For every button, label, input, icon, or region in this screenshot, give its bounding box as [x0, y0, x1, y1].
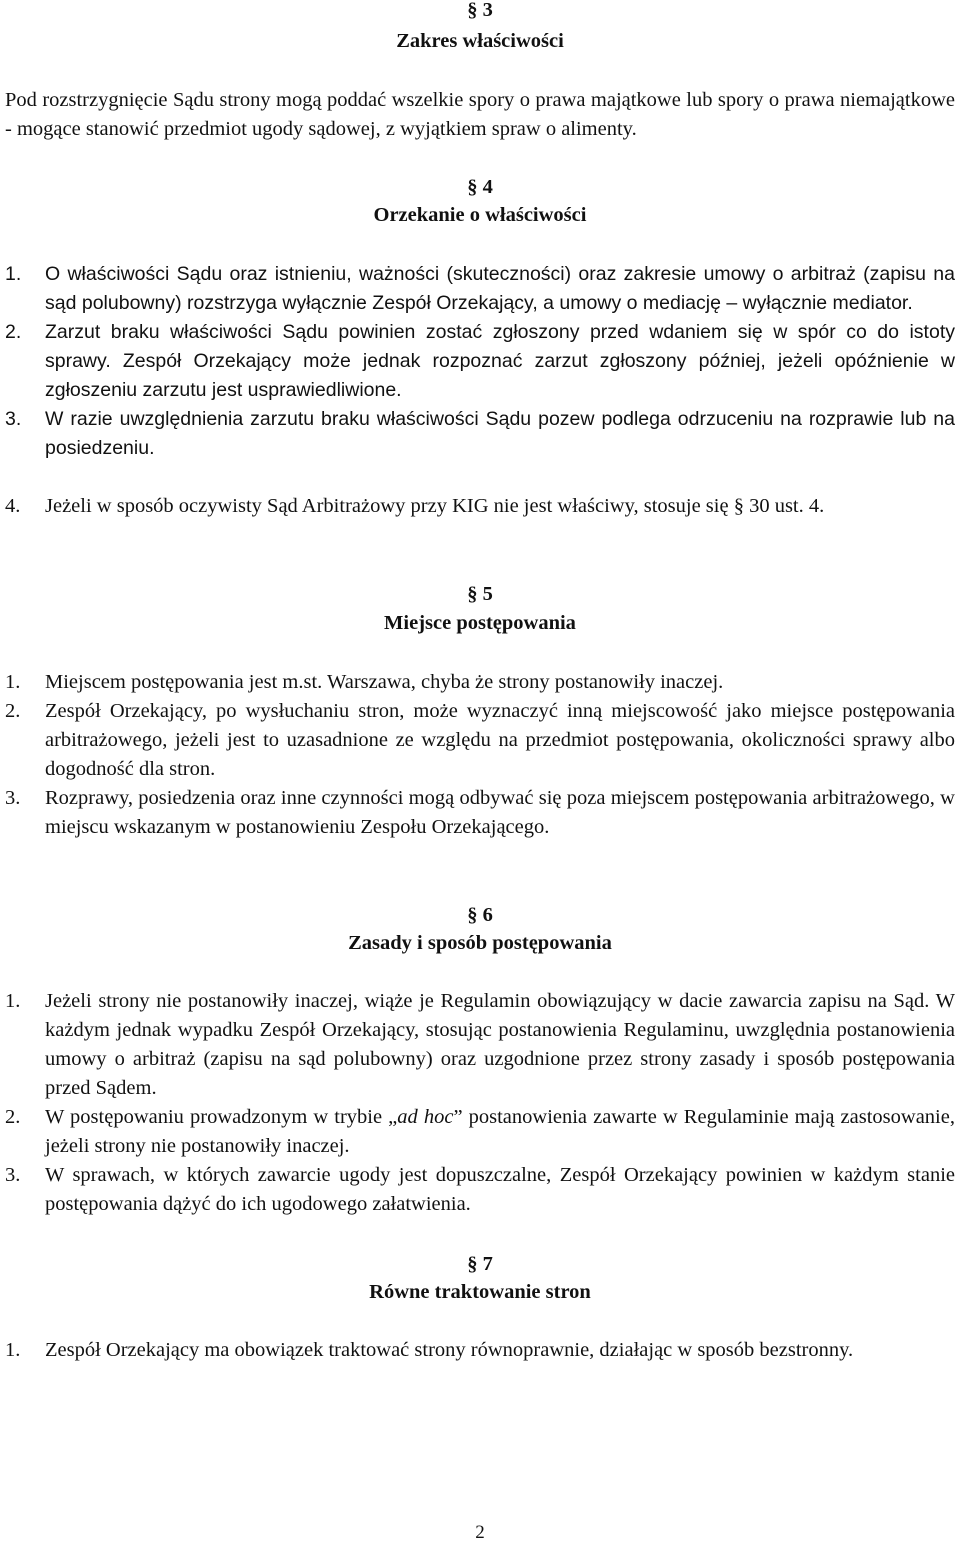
- item-number: 4.: [5, 495, 21, 517]
- section-5-list: [5, 668, 955, 842]
- section-4-list-cont: [5, 492, 955, 521]
- section-3-number: § 3: [467, 0, 493, 21]
- section-7-title: Równe traktowanie stron: [369, 1281, 591, 1303]
- item-number: 2.: [5, 1106, 21, 1128]
- item-number: 1.: [5, 263, 22, 285]
- section-4-number: § 4: [467, 176, 493, 198]
- item-text-after: ” postanowienia zawarte w Regulaminie mają zastosowanie, jeżeli strony nie postanowiły inaczej.: [45, 1106, 955, 1157]
- section-3-intro: Pod rozstrzygnięcie Sądu strony mogą poddać wszelkie spory o prawa majątkowe lub spory o prawa niemajątkowe - mogące stanowić przedmiot ugody sądowej, z wyjątkiem spraw o alimenty.: [5, 89, 955, 140]
- item-text: W sprawach, w których zawarcie ugody jest dopuszczalne, Zespół Orzekający powinien w każdym stanie postępowania dążyć do ich ugodowego załatwienia.: [45, 1164, 955, 1215]
- section-6-title: Zasady i sposób postępowania: [348, 932, 612, 954]
- item-number: 2.: [5, 321, 22, 343]
- item-text: Jeżeli w sposób oczywisty Sąd Arbitrażowy przy KIG nie jest właściwy, stosuje się § 30 ust. 4.: [45, 495, 825, 517]
- list-item: [5, 697, 955, 784]
- list-item: [5, 492, 955, 521]
- page-number: 2: [475, 1522, 485, 1543]
- item-number: 3.: [5, 1164, 21, 1186]
- section-5-number: § 5: [467, 583, 493, 605]
- section-4-list: [5, 260, 955, 463]
- item-text: Zespół Orzekający, po wysłuchaniu stron, może wyznaczyć inną miejscowość jako miejsce postępowania arbitrażowego, jeżeli jest to uzasadnione ze względu na przedmiot postępowania, okoliczności sprawy albo dogodność dla stron.: [45, 700, 955, 780]
- item-text-before: W postępowaniu prowadzonym w trybie „: [45, 1106, 398, 1128]
- section-6-list: [5, 987, 955, 1219]
- item-text: Zarzut braku właściwości Sądu powinien zostać zgłoszony przed wdaniem się w spór co do istoty sprawy. Zespół Orzekający może jednak rozpoznać zarzut zgłoszony później, jeżeli opóźnienie w zgłoszeniu zarzutu jest usprawiedliwione.: [45, 321, 955, 401]
- item-text-italic: ad hoc: [397, 1106, 454, 1128]
- section-5-title: Miejsce postępowania: [384, 612, 576, 634]
- section-6-number: § 6: [467, 904, 493, 926]
- item-number: 1.: [5, 671, 21, 693]
- item-text: Jeżeli strony nie postanowiły inaczej, wiąże je Regulamin obowiązujący w dacie zawarcia zapisu na Sąd. W każdym jednak wypadku Zespół Orzekający, stosując postanowienia Regulaminu, uwzględnia postanowienia umowy o arbitraż (zapisu na sąd polubowny) oraz uzgodnione przez strony zasady i sposób postępowania przed Sądem.: [45, 990, 955, 1099]
- item-number: 1.: [5, 990, 21, 1012]
- item-text: Rozprawy, posiedzenia oraz inne czynności mogą odbywać się poza miejscem postępowania arbitrażowego, w miejscu wskazanym w postanowieniu Zespołu Orzekającego.: [45, 787, 955, 838]
- section-4-title: Orzekanie o właściwości: [373, 204, 587, 226]
- list-item: [5, 987, 955, 1103]
- item-text: W razie uwzględnienia zarzutu braku właściwości Sądu pozew podlega odrzuceniu na rozprawie lub na posiedzeniu.: [45, 408, 955, 459]
- item-text: O właściwości Sądu oraz istnieniu, ważności (skuteczności) oraz zakresie umowy o arbitraż (zapisu na sąd polubowny) rozstrzyga wyłącznie Zespół Orzekający, a umowy o mediację – wyłącznie mediator.: [45, 263, 955, 314]
- item-number: 2.: [5, 700, 21, 722]
- item-text: Miejscem postępowania jest m.st. Warszawa, chyba że strony postanowiły inaczej.: [45, 671, 724, 693]
- item-number: 3.: [5, 408, 22, 430]
- list-item: [5, 1103, 955, 1161]
- list-item: [5, 668, 955, 697]
- item-number: 1.: [5, 1339, 21, 1361]
- list-item: [5, 318, 955, 405]
- list-item: [5, 405, 955, 463]
- list-item: [5, 784, 955, 842]
- section-7-number: § 7: [467, 1253, 493, 1275]
- item-number: 3.: [5, 787, 21, 809]
- item-text: Zespół Orzekający ma obowiązek traktować strony równoprawnie, działając w sposób bezstronny.: [45, 1339, 854, 1361]
- list-item: [5, 260, 955, 318]
- section-3-title: Zakres właściwości: [396, 30, 564, 52]
- list-item: [5, 1161, 955, 1219]
- section-7-list: [5, 1336, 955, 1365]
- list-item: [5, 1336, 955, 1365]
